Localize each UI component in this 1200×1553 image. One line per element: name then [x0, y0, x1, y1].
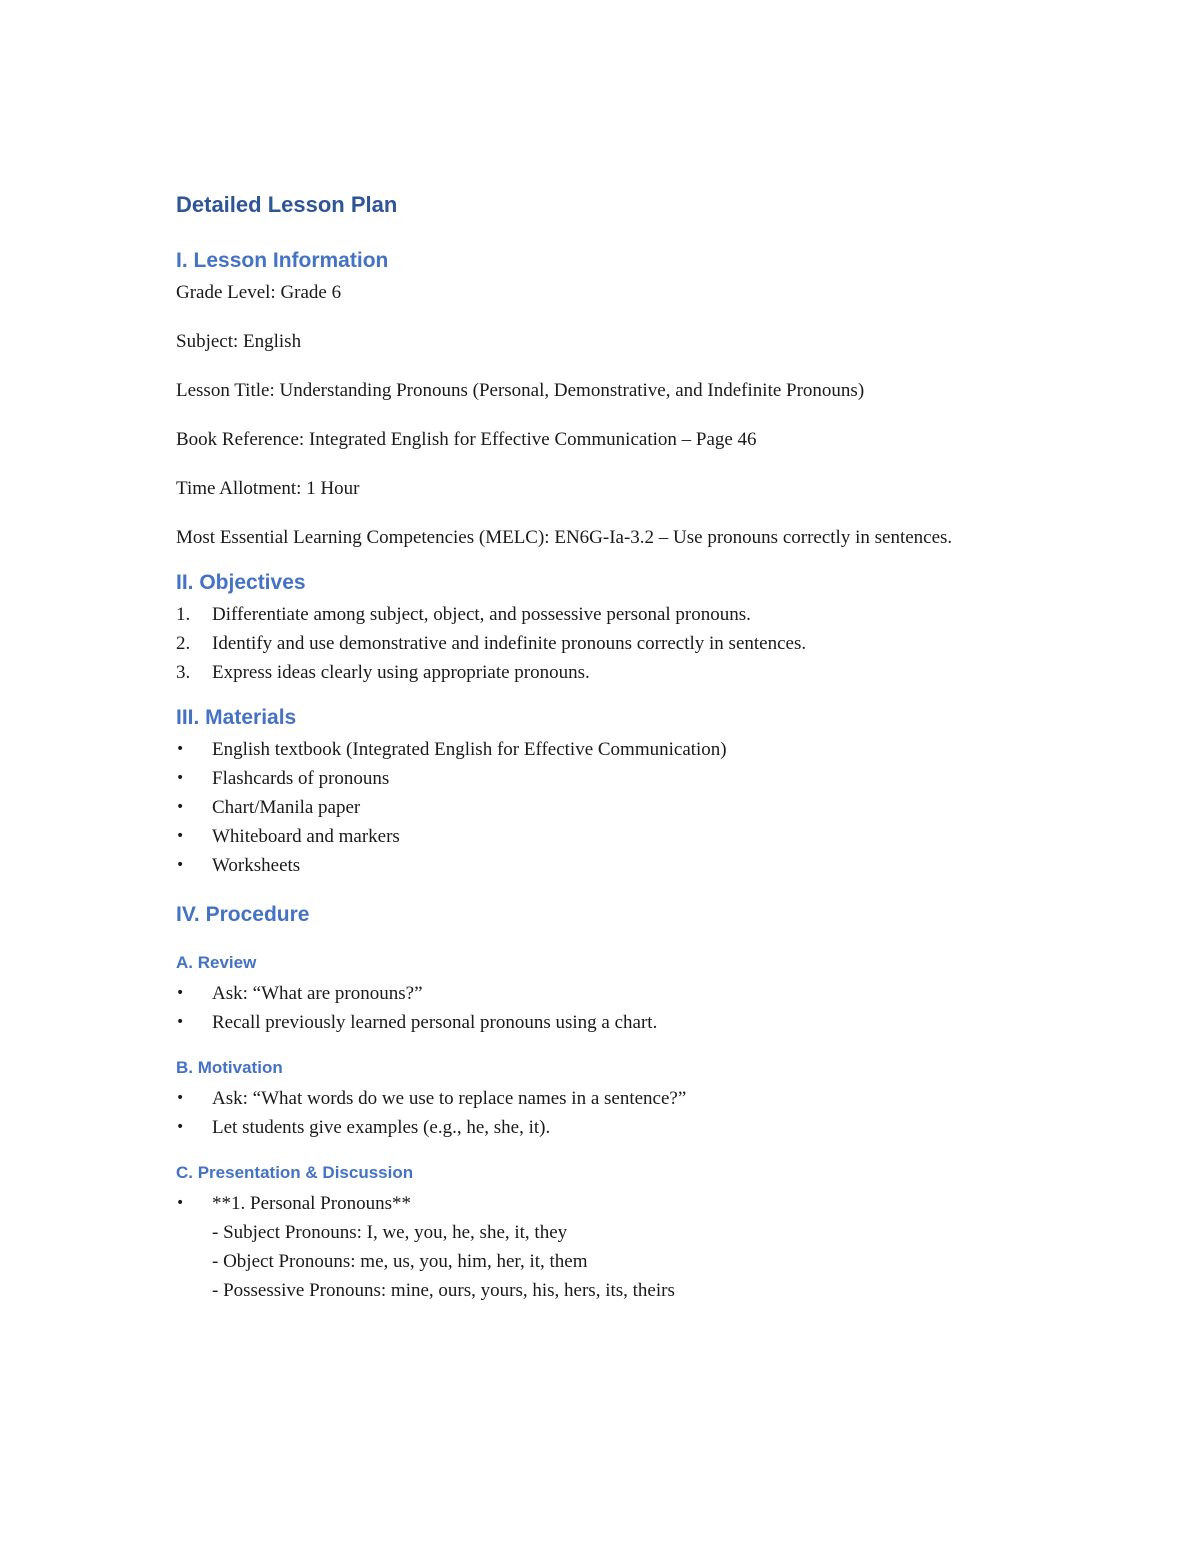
- spacer: [176, 1037, 1036, 1055]
- subject: Subject: English: [176, 331, 302, 352]
- section-heading-lesson-information: I. Lesson Information: [176, 249, 389, 272]
- pronoun-line-subject: - Subject Pronouns: I, we, you, he, she, it, they: [212, 1222, 568, 1243]
- objective-item: [176, 600, 1036, 629]
- list-item: [176, 1084, 1036, 1113]
- objective-text: Differentiate among subject, object, and possessive personal pronouns.: [212, 604, 751, 625]
- material-text: Whiteboard and markers: [212, 826, 400, 847]
- objective-item: [176, 629, 1036, 658]
- grade-level: Grade Level: Grade 6: [176, 282, 342, 303]
- list-item: [176, 1113, 1036, 1142]
- list-item: [176, 764, 1036, 793]
- material-text: Flashcards of pronouns: [212, 768, 390, 789]
- presentation-item-title: **1. Personal Pronouns**: [212, 1193, 411, 1214]
- list-number: 3.: [176, 662, 191, 683]
- list-item: [176, 979, 1036, 1008]
- list-item: [176, 851, 1036, 880]
- motivation-text: Ask: “What words do we use to replace names in a sentence?”: [212, 1088, 687, 1109]
- material-text: Worksheets: [212, 855, 301, 876]
- spacer: [176, 687, 1036, 703]
- bullet-icon: •: [176, 741, 185, 757]
- document-title: Detailed Lesson Plan: [176, 192, 398, 217]
- motivation-text: Let students give examples (e.g., he, she, it).: [212, 1117, 551, 1138]
- melc: Most Essential Learning Competencies (MELC): EN6G-Ia-3.2 – Use pronouns correctly in sentences.: [176, 527, 953, 548]
- spacer: [176, 1142, 1036, 1160]
- subheading-presentation: C. Presentation & Discussion: [176, 1163, 414, 1182]
- lesson-title: Lesson Title: Understanding Pronouns (Personal, Demonstrative, and Indefinite Pronouns): [176, 380, 865, 401]
- bullet-icon: •: [176, 799, 185, 815]
- list-item: [176, 1008, 1036, 1037]
- procedure-section: [176, 900, 1036, 1305]
- list-item: [176, 735, 1036, 764]
- list-item: [176, 793, 1036, 822]
- bullet-icon: •: [176, 1195, 185, 1211]
- list-item: [176, 822, 1036, 851]
- bullet-icon: •: [176, 1090, 185, 1106]
- review-text: Recall previously learned personal pronouns using a chart.: [212, 1012, 658, 1033]
- document-body: [176, 190, 1036, 1305]
- motivation-list: [176, 1084, 1036, 1142]
- bullet-icon: •: [176, 985, 185, 1001]
- subheading-motivation: B. Motivation: [176, 1058, 283, 1077]
- objective-text: Express ideas clearly using appropriate pronouns.: [212, 662, 590, 683]
- review-list: [176, 979, 1036, 1037]
- materials-section: [176, 703, 1036, 880]
- objective-item: [176, 658, 1036, 687]
- material-text: English textbook (Integrated English for Effective Communication): [212, 739, 727, 760]
- objectives-section: [176, 568, 1036, 687]
- pronoun-line-object: - Object Pronouns: me, us, you, him, her, it, them: [212, 1251, 588, 1272]
- presentation-list: [176, 1189, 1036, 1305]
- lesson-information-section: [176, 246, 1036, 552]
- list-number: 1.: [176, 604, 191, 625]
- spacer: [176, 880, 1036, 900]
- list-item: [176, 1189, 1036, 1305]
- bullet-icon: •: [176, 1119, 185, 1135]
- pronoun-line-possessive: - Possessive Pronouns: mine, ours, yours, his, hers, its, theirs: [212, 1280, 675, 1301]
- time-allotment: Time Allotment: 1 Hour: [176, 478, 360, 499]
- subheading-review: A. Review: [176, 953, 257, 972]
- motivation-subsection: [176, 1055, 1036, 1142]
- objective-text: Identify and use demonstrative and indefinite pronouns correctly in sentences.: [212, 633, 807, 654]
- bullet-icon: •: [176, 1014, 185, 1030]
- section-heading-materials: III. Materials: [176, 706, 297, 729]
- book-reference: Book Reference: Integrated English for Effective Communication – Page 46: [176, 429, 757, 450]
- material-text: Chart/Manila paper: [212, 797, 361, 818]
- review-subsection: [176, 950, 1036, 1037]
- section-heading-objectives: II. Objectives: [176, 571, 306, 594]
- bullet-icon: •: [176, 857, 185, 873]
- bullet-icon: •: [176, 828, 185, 844]
- list-number: 2.: [176, 633, 191, 654]
- objectives-list: [176, 600, 1036, 687]
- section-heading-procedure: IV. Procedure: [176, 903, 310, 926]
- bullet-icon: •: [176, 770, 185, 786]
- materials-list: [176, 735, 1036, 880]
- presentation-subsection: [176, 1160, 1036, 1305]
- review-text: Ask: “What are pronouns?”: [212, 983, 423, 1004]
